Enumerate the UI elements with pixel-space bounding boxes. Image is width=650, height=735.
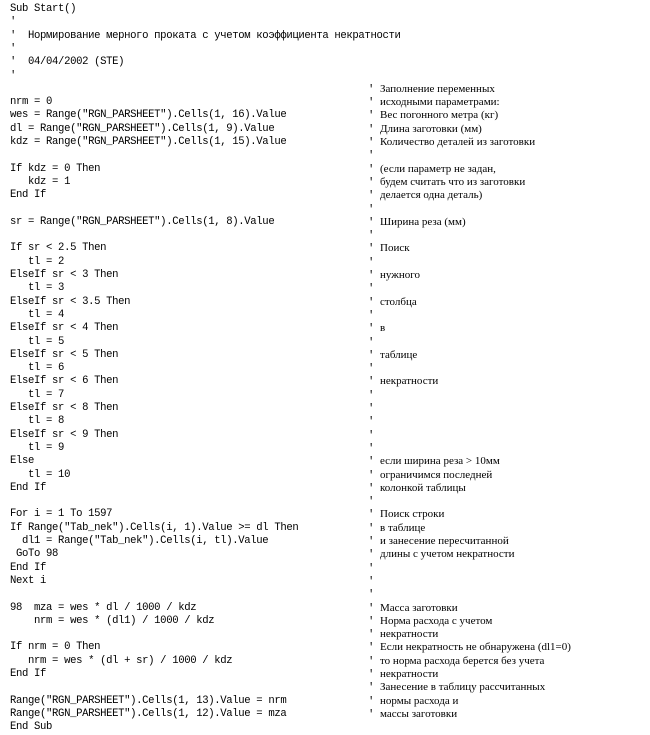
comment-marker: ' (368, 429, 381, 442)
inline-comment (368, 83, 495, 96)
code-line: sr = Range("RGN_PARSHEET").Cells(1, 8).Value (10, 215, 275, 228)
comment-marker: ' (368, 363, 381, 376)
comment-text: то норма расхода берется без учета (380, 654, 545, 667)
comment-marker: ' (368, 509, 381, 522)
comment-marker: ' (368, 150, 381, 163)
comment-text: таблице (380, 348, 418, 361)
inline-comment (368, 455, 500, 468)
code-line: kdz = Range("RGN_PARSHEET").Cells(1, 15).Value (10, 136, 287, 148)
code-line: Range("RGN_PARSHEET").Cells(1, 13).Value = nrm (10, 694, 287, 707)
inline-comment (368, 548, 514, 561)
comment-marker: ' (368, 349, 381, 362)
comment-text: длины с учетом некратности (380, 548, 515, 561)
inline-comment (368, 109, 498, 122)
comment-marker: ' (368, 376, 381, 389)
comment-marker: ' (368, 708, 381, 721)
inline-comment (368, 429, 380, 442)
comment-marker: ' (368, 615, 381, 628)
code-line: tl = 3 (10, 282, 65, 295)
code-line: kdz = 1 (10, 175, 71, 188)
inline-comment (368, 695, 458, 708)
code-line: Range("RGN_PARSHEET").Cells(1, 12).Value = mza (10, 707, 287, 720)
inline-comment (368, 136, 535, 149)
comment-text: Количество деталей из заготовки (380, 136, 536, 148)
comment-marker: ' (368, 589, 381, 602)
code-line: End If (10, 189, 47, 202)
comment-marker: ' (368, 642, 381, 655)
inline-comment (368, 562, 380, 575)
comment-text: в таблице (380, 521, 426, 534)
inline-comment (368, 389, 380, 402)
comment-text: Ширина реза (мм) (380, 215, 466, 228)
comment-marker: ' (368, 629, 381, 642)
inline-comment (368, 336, 380, 349)
code-line: ElseIf sr < 8 Then (10, 402, 119, 414)
inline-comment (368, 522, 425, 535)
comment-text: Поиск строки (380, 508, 445, 521)
inline-comment (368, 269, 420, 282)
comment-marker: ' (368, 336, 381, 349)
code-line: End If (10, 561, 47, 574)
code-line: dl1 = Range("Tab_nek").Cells(i, tl).Value (10, 535, 269, 547)
inline-comment (368, 229, 380, 242)
code-line: ElseIf sr < 3 Then (10, 269, 119, 281)
code-line: tl = 10 (10, 468, 71, 481)
inline-comment (368, 176, 525, 189)
comment-text: Масса заготовки (380, 601, 458, 614)
inline-comment (368, 495, 380, 508)
code-line: ElseIf sr < 4 Then (10, 322, 119, 335)
code-line: End Sub (10, 721, 53, 734)
comment-marker: ' (368, 403, 381, 415)
comment-text: Заполнение переменных (380, 82, 495, 95)
comment-text: Норма расхода с учетом (380, 614, 493, 627)
code-line: tl = 2 (10, 255, 65, 268)
comment-marker: ' (368, 176, 381, 189)
comment-text: Длина заготовки (мм) (380, 122, 482, 135)
inline-comment (368, 96, 500, 109)
code-line: ElseIf sr < 6 Then (10, 375, 119, 388)
comment-text: (если параметр не задан, (380, 162, 496, 175)
code-line: ' (10, 16, 17, 29)
comment-marker: ' (368, 496, 381, 509)
comment-marker: ' (368, 389, 381, 402)
inline-comment (368, 681, 545, 694)
comment-marker: ' (368, 549, 381, 562)
comment-marker: ' (368, 482, 381, 495)
comment-text: некратности (380, 668, 439, 680)
comment-text: некратности (380, 375, 439, 388)
comment-marker: ' (368, 203, 381, 216)
comment-marker: ' (368, 216, 381, 229)
comment-marker: ' (368, 270, 381, 282)
inline-comment (368, 362, 380, 375)
inline-comment (368, 203, 380, 216)
code-line: For i = 1 To 1597 (10, 508, 113, 521)
code-line: tl = 4 (10, 308, 65, 321)
comment-marker: ' (368, 469, 381, 482)
comment-marker: ' (368, 230, 381, 243)
comment-text: нужного (380, 269, 420, 281)
code-line: End If (10, 481, 47, 494)
comment-marker: ' (368, 456, 381, 469)
inline-comment (368, 508, 444, 521)
comment-marker: ' (368, 575, 381, 588)
inline-comment (368, 189, 482, 202)
comment-text: исходными параметрами: (380, 96, 500, 109)
inline-comment (368, 482, 466, 495)
comment-text: Если некратность не обнаружена (dl1=0) (380, 641, 571, 654)
comment-text: в (380, 322, 386, 335)
inline-comment (368, 575, 380, 588)
code-line: If kdz = 0 Then (10, 162, 101, 175)
inline-comment (368, 149, 380, 162)
inline-comment (368, 615, 492, 628)
comment-marker: ' (368, 163, 381, 176)
code-line: tl = 9 (10, 441, 65, 454)
comment-text: будем считать что из заготовки (380, 175, 526, 188)
comment-text: Вес погонного метра (кг) (380, 109, 499, 122)
comment-marker: ' (368, 442, 381, 455)
code-line: ' 04/04/2002 (STE) (10, 56, 125, 69)
inline-comment (368, 708, 457, 721)
code-line: tl = 8 (10, 415, 65, 428)
comment-marker: ' (368, 190, 381, 203)
comment-text: столбца (380, 295, 417, 308)
comment-marker: ' (368, 323, 381, 336)
code-line: tl = 5 (10, 335, 65, 348)
code-line: nrm = 0 (10, 96, 53, 109)
inline-comment (368, 588, 380, 601)
code-line: ' Нормирование мерного проката с учетом коэффициента некратности (10, 29, 401, 42)
code-line: nrm = wes * (dl1) / 1000 / kdz (10, 614, 215, 627)
inline-comment (368, 535, 509, 548)
inline-comment (368, 375, 438, 388)
code-line: GoTo 98 (10, 548, 59, 561)
code-line: ' (10, 42, 17, 55)
comment-marker: ' (368, 602, 381, 615)
inline-comment (368, 655, 544, 668)
code-line: wes = Range("RGN_PARSHEET").Cells(1, 16).Value (10, 109, 287, 122)
inline-comment (368, 469, 492, 482)
comment-marker: ' (368, 110, 381, 123)
inline-comment (368, 309, 380, 322)
code-line: ElseIf sr < 5 Then (10, 348, 119, 361)
comment-text: и занесение пересчитанной (380, 535, 509, 547)
comment-marker: ' (368, 416, 381, 429)
code-line: If Range("Tab_nek").Cells(i, 1).Value >= dl Then (10, 521, 299, 534)
comment-marker: ' (368, 309, 381, 322)
comment-text: Занесение в таблицу рассчитанных (380, 681, 546, 694)
inline-comment (368, 641, 571, 654)
comment-marker: ' (368, 296, 381, 309)
inline-comment (368, 668, 438, 681)
code-line: tl = 7 (10, 388, 65, 401)
code-line: End If (10, 668, 47, 680)
comment-text: массы заготовки (380, 707, 458, 720)
comment-marker: ' (368, 695, 381, 708)
comment-marker: ' (368, 123, 381, 136)
inline-comment (368, 163, 496, 176)
comment-marker: ' (368, 655, 381, 668)
comment-marker: ' (368, 137, 381, 149)
code-line: nrm = wes * (dl + sr) / 1000 / kdz (10, 654, 233, 667)
inline-comment (368, 216, 466, 229)
comment-text: некратности (380, 628, 439, 641)
comment-marker: ' (368, 536, 381, 548)
inline-comment (368, 322, 385, 335)
code-line: 98 mza = wes * dl / 1000 / kdz (10, 601, 197, 614)
code-line: ' (10, 69, 17, 82)
comment-text: нормы расхода и (380, 694, 459, 707)
inline-comment (368, 123, 482, 136)
comment-marker: ' (368, 97, 381, 110)
comment-text: колонкой таблицы (380, 481, 466, 494)
comment-marker: ' (368, 522, 381, 535)
inline-comment (368, 349, 417, 362)
comment-text: Поиск (380, 242, 410, 255)
comment-marker: ' (368, 83, 381, 96)
inline-comment (368, 628, 438, 641)
code-line: Else (10, 455, 35, 468)
inline-comment (368, 442, 380, 455)
inline-comment (368, 602, 458, 615)
inline-comment (368, 242, 410, 255)
comment-text: ограничимся последней (380, 468, 493, 481)
comment-marker: ' (368, 283, 381, 296)
inline-comment (368, 296, 417, 309)
code-line: ElseIf sr < 9 Then (10, 428, 119, 441)
code-line: Next i (10, 574, 47, 587)
comment-marker: ' (368, 243, 381, 256)
comment-marker: ' (368, 562, 381, 575)
comment-text: если ширина реза > 10мм (380, 455, 500, 468)
comment-marker: ' (368, 682, 381, 695)
inline-comment (368, 415, 380, 428)
code-line: ElseIf sr < 3.5 Then (10, 295, 131, 308)
inline-comment (368, 282, 380, 295)
code-line: If nrm = 0 Then (10, 641, 101, 654)
comment-marker: ' (368, 256, 381, 269)
inline-comment (368, 256, 380, 269)
code-line: tl = 6 (10, 362, 65, 375)
comment-text: делается одна деталь) (380, 189, 483, 202)
comment-marker: ' (368, 669, 381, 681)
code-line: Sub Start() (10, 3, 77, 15)
code-line: If sr < 2.5 Then (10, 242, 107, 255)
code-line: dl = Range("RGN_PARSHEET").Cells(1, 9).Value (10, 122, 275, 135)
inline-comment (368, 402, 380, 415)
